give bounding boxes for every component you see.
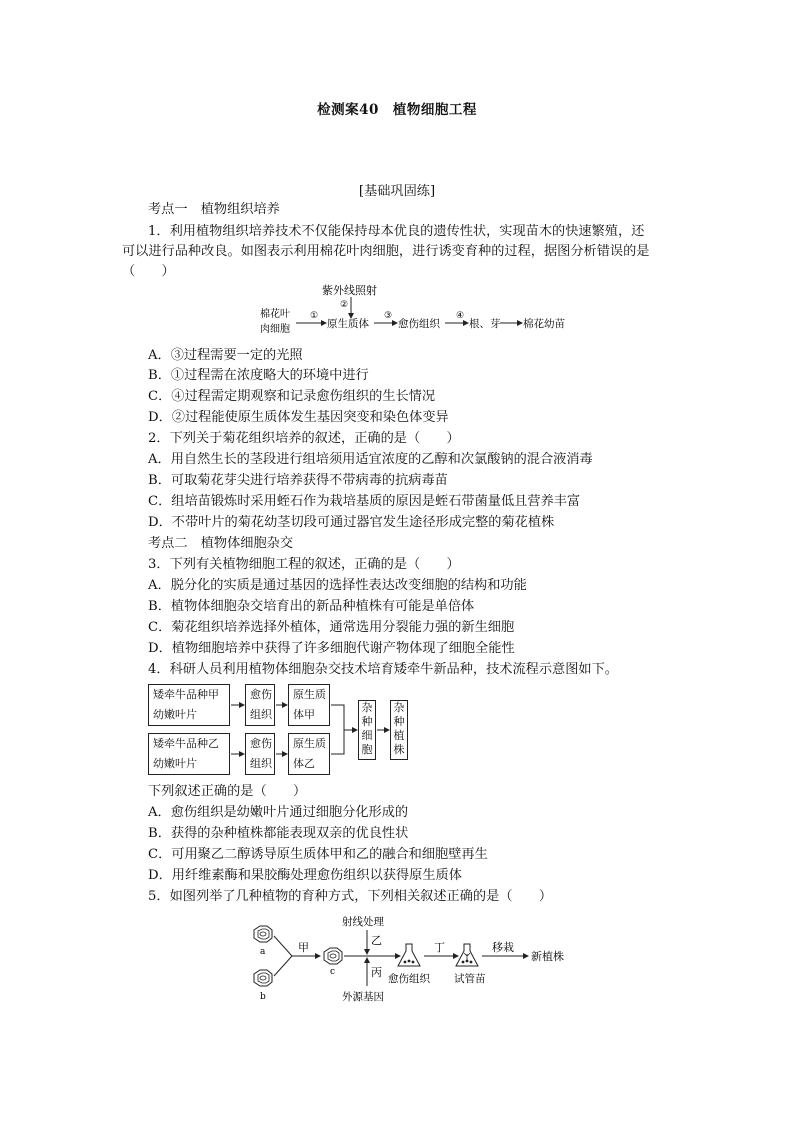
q4-box-b2-line1: 愈伤 xyxy=(250,737,272,750)
q4-box-b1-line2: 幼嫩叶片 xyxy=(153,757,197,770)
q4-box-b3-line2: 体乙 xyxy=(293,757,315,770)
q3-option-d: D．植物细胞培养中获得了许多细胞代谢产物体现了细胞全能性 xyxy=(148,641,515,656)
q5-cell-c-label: c xyxy=(330,967,336,977)
q4-hybrid-cell-char: 胞 xyxy=(361,743,373,756)
q5-flask-seedling-icon xyxy=(456,944,478,966)
q4-box-a1-line2: 幼嫩叶片 xyxy=(153,708,197,721)
q4-lead: 下列叙述正确的是（ ） xyxy=(148,784,307,799)
q1-start-line1: 棉花叶 xyxy=(260,309,290,320)
q5-arrow-jia-label: 甲 xyxy=(298,941,309,954)
q5-arrow-ding-label: 丁 xyxy=(434,941,445,954)
q1-uv-label: 紫外线照射 xyxy=(322,284,377,297)
q2-option-c: C．组培苗锻炼时采用蛭石作为栽培基质的原因是蛭石带菌量低且营养丰富 xyxy=(148,494,581,509)
q4-box-b3-line1: 原生质 xyxy=(293,737,326,750)
q4-box-b1-line1: 矮牵牛品种乙 xyxy=(153,737,219,750)
q5-arrow-yi-label: 乙 xyxy=(371,934,382,947)
q5-cell-a-label: a xyxy=(260,947,266,957)
q4-flow-arrows xyxy=(0,0,420,780)
q5-bottom-label: 外源基因 xyxy=(342,991,384,1003)
q5-diagram xyxy=(240,910,580,1010)
q5-cell-b-label: b xyxy=(260,992,266,1002)
q1-node-callus: 愈伤组织 xyxy=(398,318,440,330)
q4-box-a3-line1: 原生质 xyxy=(293,688,326,701)
q4-hybrid-cell-char: 细 xyxy=(361,729,373,742)
q1-option-d: D．②过程能使原生质体发生基因突变和染色体变异 xyxy=(148,410,449,425)
q4-box-a1-line1: 矮牵牛品种甲 xyxy=(153,688,219,701)
q5-top-label: 射线处理 xyxy=(342,916,384,928)
q1-option-a: A．③过程需要一定的光照 xyxy=(148,348,303,363)
q2-option-d: D．不带叶片的菊花幼茎切段可通过器官发生途径形成完整的菊花植株 xyxy=(148,515,555,530)
topic-heading-1: 考点一 植物组织培养 xyxy=(148,202,280,217)
q4-box-a2-line1: 愈伤 xyxy=(250,688,272,701)
q1-stem-line1: 1．利用植物组织培养技术不仅能保持母本优良的遗传性状，实现苗木的快速繁殖，还 xyxy=(148,224,645,239)
q4-option-a: A．愈伤组织是幼嫩叶片通过细胞分化形成的 xyxy=(148,805,409,820)
q1-node-seedling: 棉花幼苗 xyxy=(523,318,565,330)
q5-cell-c-icon xyxy=(324,948,342,964)
q4-hybrid-plant-char: 植 xyxy=(393,729,405,742)
q3-option-a: A．脱分化的实质是通过基因的选择性表达改变细胞的结构和功能 xyxy=(148,578,527,593)
q5-cell-a-icon xyxy=(254,926,272,942)
q4-hybrid-plant-char: 种 xyxy=(393,715,405,728)
q5-new-plant-label: 新植株 xyxy=(531,950,564,963)
q1-step3-label: ③ xyxy=(384,311,393,321)
q5-stem: 5．如图列举了几种植物的育种方式，下列相关叙述正确的是（ ） xyxy=(148,889,553,904)
q5-callus-label: 愈伤组织 xyxy=(388,973,430,985)
q5-cell-b-icon xyxy=(254,970,272,986)
q4-option-d: D．用纤维素酶和果胶酶处理愈伤组织以获得原生质体 xyxy=(148,868,462,883)
q1-stem-line2: 可以进行品种改良。如图表示利用棉花叶肉细胞，进行诱变育种的过程，据图分析错误的是 xyxy=(122,244,650,259)
q1-start-line2: 肉细胞 xyxy=(260,324,290,335)
page-title: 检测案40 植物细胞工程 xyxy=(317,102,477,118)
q4-box-b2-line2: 组织 xyxy=(250,757,272,770)
q3-option-b: B．植物体细胞杂交培育出的新品种植株有可能是单倍体 xyxy=(148,599,475,614)
q1-node-protoplast: 原生质体 xyxy=(327,318,369,330)
q5-seedling-label: 试管苗 xyxy=(454,973,486,985)
q4-hybrid-cell-char: 杂 xyxy=(361,701,373,714)
q5-transplant-label: 移栽 xyxy=(492,941,514,954)
q4-box-a3-line2: 体甲 xyxy=(293,708,315,721)
q1-node-roots: 根、芽 xyxy=(469,318,501,330)
q1-option-c: C．④过程需定期观察和记录愈伤组织的生长情况 xyxy=(148,389,436,404)
q2-option-a: A．用自然生长的茎段进行组培须用适宜浓度的乙醇和次氯酸钠的混合液消毒 xyxy=(148,452,593,467)
q2-stem: 2．下列关于菊花组织培养的叙述，正确的是（ ） xyxy=(148,431,460,446)
q4-hybrid-plant-char: 株 xyxy=(393,743,405,756)
q4-box-a2-line2: 组织 xyxy=(250,708,272,721)
q4-option-c: C．可用聚乙二醇诱导原生质体甲和乙的融合和细胞壁再生 xyxy=(148,847,488,862)
topic-heading-2: 考点二 植物体细胞杂交 xyxy=(148,536,294,551)
q2-option-b: B．可取菊花芽尖进行培养获得不带病毒的抗病毒苗 xyxy=(148,473,448,488)
q4-option-b: B．获得的杂种植株都能表现双亲的优良性状 xyxy=(148,826,409,841)
q3-stem: 3．下列有关植物细胞工程的叙述，正确的是（ ） xyxy=(148,557,460,572)
q1-step1-label: ① xyxy=(310,311,319,321)
q5-flask-callus-icon xyxy=(398,944,420,966)
q3-option-c: C．菊花组织培养选择外植体，通常选用分裂能力强的新生细胞 xyxy=(148,620,515,635)
q1-stem-line3: （ ） xyxy=(122,264,175,279)
q4-hybrid-cell-char: 种 xyxy=(361,715,373,728)
section-heading: [基础巩固练] xyxy=(358,184,436,199)
q4-stem: 4．科研人员利用植物体细胞杂交技术培育矮牵牛新品种，技术流程示意图如下。 xyxy=(148,662,618,677)
q5-arrow-bing-label: 丙 xyxy=(371,966,382,979)
q4-hybrid-plant-char: 杂 xyxy=(393,701,405,714)
q1-step2-label: ② xyxy=(340,300,349,310)
q1-step4-label: ④ xyxy=(456,311,465,321)
q1-option-b: B．①过程需在浓度略大的环境中进行 xyxy=(148,368,369,383)
